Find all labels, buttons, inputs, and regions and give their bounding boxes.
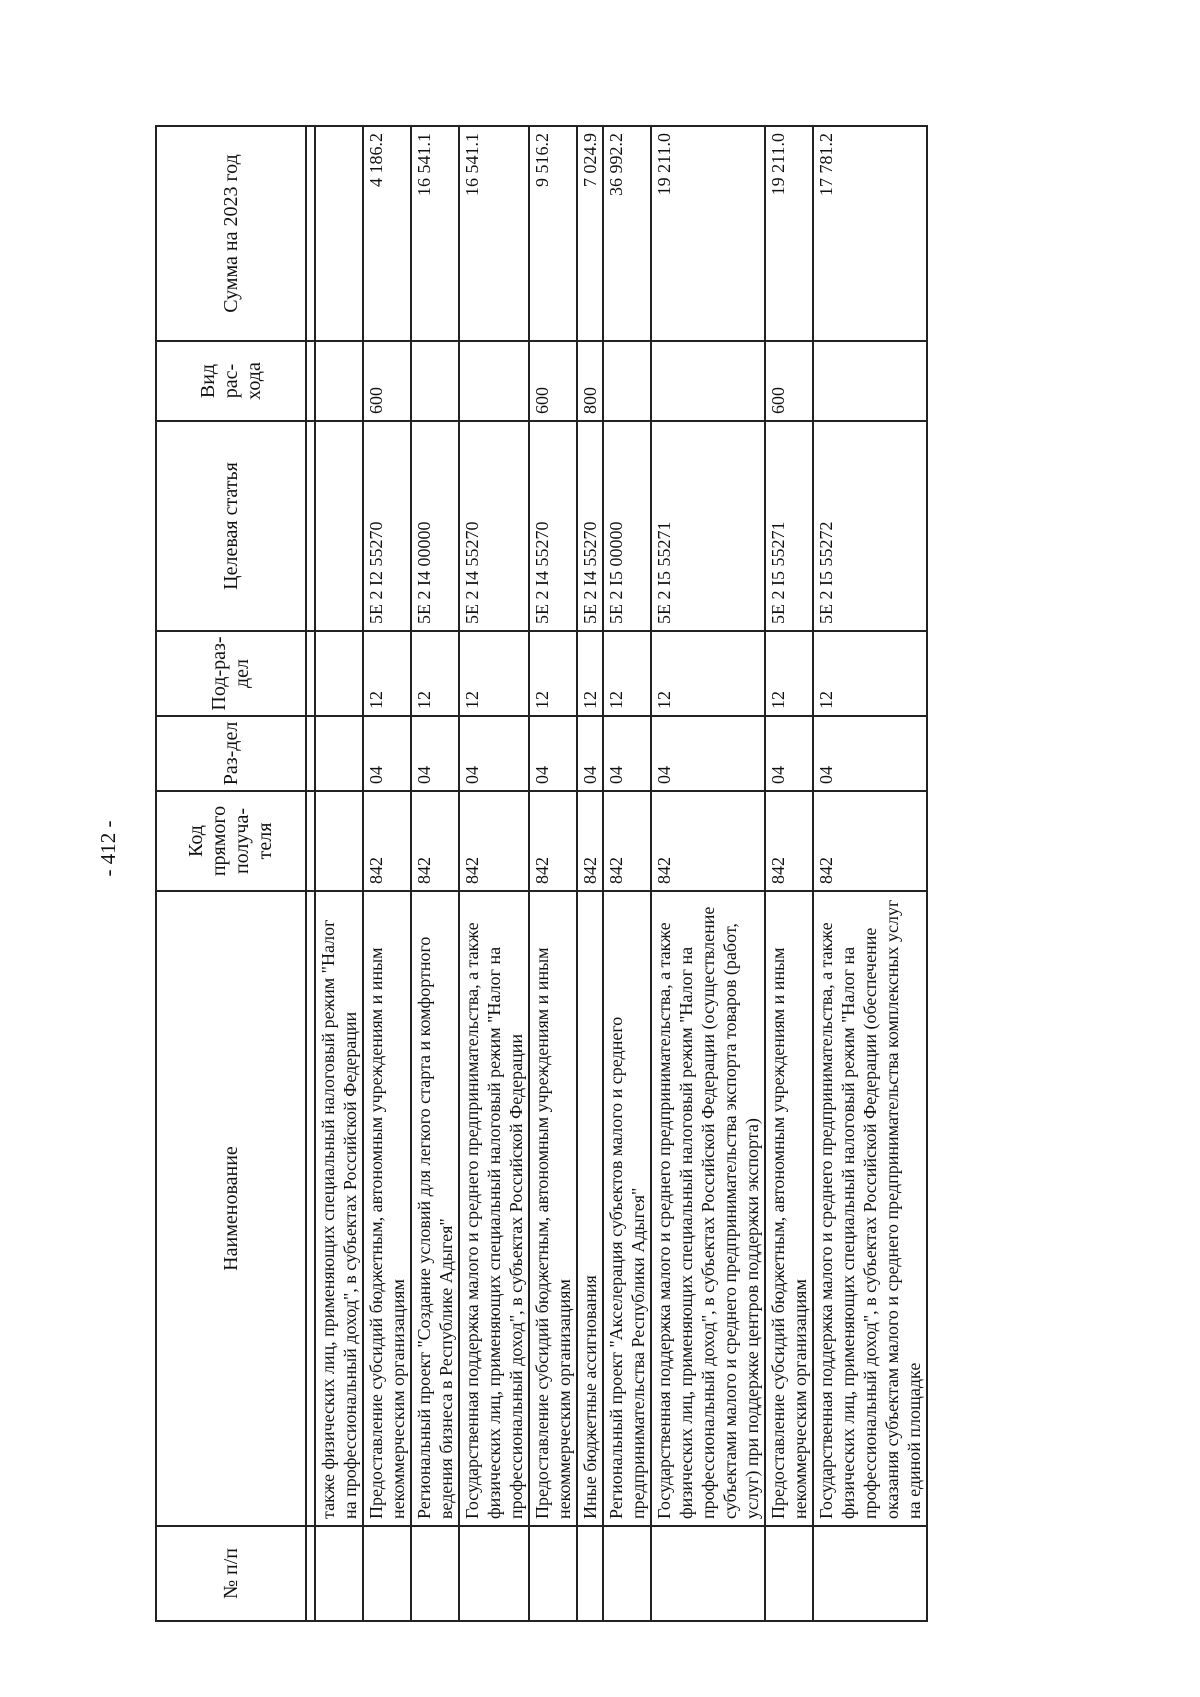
header-name: Наименование (156, 891, 306, 1526)
cell-num (363, 1526, 411, 1621)
cell-expense: 600 (529, 341, 577, 421)
cell-expense (813, 341, 927, 421)
cell-target: 5Е 2 I4 00000 (411, 421, 459, 631)
cell-num (813, 1526, 927, 1621)
cell-subsection: 12 (577, 631, 603, 716)
cell-name: Государственная поддержка малого и среднего предпринимательства, а также физических лиц, применяющих специальный налоговый режим "Налог на профессиональный доход", в субъектах Российской Федерации (осуществление субъектами малого и среднего предпринимательства экспорта товаров (работ, услуг) при поддержке центров поддержки экспорта) (651, 891, 765, 1526)
cell-recipient: 842 (813, 791, 927, 891)
cell-sum: 16 541.1 (459, 126, 529, 341)
cell-num (529, 1526, 577, 1621)
cell-section: 04 (363, 716, 411, 791)
cell-target: 5Е 2 I5 55271 (651, 421, 765, 631)
cell-recipient: 842 (603, 791, 651, 891)
cell-section: 04 (765, 716, 813, 791)
cell-num (411, 1526, 459, 1621)
cell-num (459, 1526, 529, 1621)
cell-name: Государственная поддержка малого и среднего предпринимательства, а также физических лиц, применяющих специальный налоговый режим "Налог на профессиональный доход", в субъектах Российской Федерации (обеспечение оказания субъектам малого и среднего предпринимательства комплексных услуг на единой площадке (813, 891, 927, 1526)
cell-target: 5Е 2 I5 55272 (813, 421, 927, 631)
cell-section: 04 (529, 716, 577, 791)
cell-sum: 19 211.0 (765, 126, 813, 341)
cell-num (577, 1526, 603, 1621)
cell-expense: 600 (765, 341, 813, 421)
cell-subsection: 12 (529, 631, 577, 716)
cell-name: Государственная поддержка малого и среднего предпринимательства, а также физических лиц, применяющих специальный налоговый режим "Налог на профессиональный доход", в субъектах Российской Федерации (459, 891, 529, 1526)
cell-target: 5Е 2 I4 55270 (577, 421, 603, 631)
cell-expense (411, 341, 459, 421)
cell-subsection: 12 (765, 631, 813, 716)
cell-section: 04 (603, 716, 651, 791)
header-recipient: Код прямого получа-теля (156, 791, 306, 891)
cell-recipient: 842 (529, 791, 577, 891)
cell-recipient (315, 791, 363, 891)
table-row (813, 126, 927, 1621)
cell-sum: 9 516.2 (529, 126, 577, 341)
cell-sum: 19 211.0 (651, 126, 765, 341)
cell-num (651, 1526, 765, 1621)
header-target: Целевая статья (156, 421, 306, 631)
cell-subsection: 12 (813, 631, 927, 716)
cell-subsection: 12 (651, 631, 765, 716)
cell-sum: 4 186.2 (363, 126, 411, 341)
cell-sum (315, 126, 363, 341)
cell-target: 5Е 2 I4 55270 (529, 421, 577, 631)
budget-table (155, 125, 928, 1622)
cell-section: 04 (577, 716, 603, 791)
header-section: Раз-дел (156, 716, 306, 791)
cell-section: 04 (459, 716, 529, 791)
table-row (651, 126, 765, 1621)
table-row (411, 126, 459, 1621)
cell-subsection: 12 (363, 631, 411, 716)
cell-section (315, 716, 363, 791)
cell-sum: 16 541.1 (411, 126, 459, 341)
cell-subsection: 12 (411, 631, 459, 716)
cell-section: 04 (411, 716, 459, 791)
cell-expense: 800 (577, 341, 603, 421)
header-sum: Сумма на 2023 год (156, 126, 306, 341)
table-row (577, 126, 603, 1621)
cell-name: Предоставление субсидий бюджетным, автономным учреждениям и иным некоммерческим организациям (363, 891, 411, 1526)
cell-name: Предоставление субсидий бюджетным, автономным учреждениям и иным некоммерческим организациям (765, 891, 813, 1526)
header-expense: Вид рас-хода (156, 341, 306, 421)
cell-expense (651, 341, 765, 421)
table-row (315, 126, 363, 1621)
cell-target: 5Е 2 I5 00000 (603, 421, 651, 631)
page-number: - 412 - (96, 820, 120, 877)
cell-recipient: 842 (577, 791, 603, 891)
cell-name: Иные бюджетные ассигнования (577, 891, 603, 1526)
table-row (529, 126, 577, 1621)
cell-recipient: 842 (459, 791, 529, 891)
table-row (459, 126, 529, 1621)
cell-name: Региональный проект "Акселерация субъектов малого и среднего предпринимательства Республики Адыгея" (603, 891, 651, 1526)
cell-target (315, 421, 363, 631)
cell-subsection: 12 (603, 631, 651, 716)
table-body (306, 126, 927, 1621)
cell-expense (315, 341, 363, 421)
cell-name: Региональный проект "Создание условий для легкого старта и комфортного ведения бизнеса в Республике Адыгея" (411, 891, 459, 1526)
header-subsection: Под-раз-дел (156, 631, 306, 716)
cell-expense (603, 341, 651, 421)
cell-section: 04 (651, 716, 765, 791)
cell-section: 04 (813, 716, 927, 791)
cell-recipient: 842 (363, 791, 411, 891)
table-header (156, 126, 306, 1621)
cell-target: 5Е 2 I4 55270 (459, 421, 529, 631)
separator-row (306, 126, 315, 1621)
cell-subsection: 12 (459, 631, 529, 716)
cell-sum: 7 024.9 (577, 126, 603, 341)
cell-recipient: 842 (651, 791, 765, 891)
table-row (765, 126, 813, 1621)
cell-name: также физических лиц, применяющих специальный налоговый режим "Налог на профессиональный доход", в субъектах Российской Федерации (315, 891, 363, 1526)
cell-expense (459, 341, 529, 421)
header-num: № п/п (156, 1526, 306, 1621)
cell-num (315, 1526, 363, 1621)
cell-sum: 17 781.2 (813, 126, 927, 341)
cell-subsection (315, 631, 363, 716)
cell-target: 5Е 2 I5 55271 (765, 421, 813, 631)
cell-num (603, 1526, 651, 1621)
cell-name: Предоставление субсидий бюджетным, автономным учреждениям и иным некоммерческим организациям (529, 891, 577, 1526)
cell-num (765, 1526, 813, 1621)
cell-expense: 600 (363, 341, 411, 421)
cell-recipient: 842 (411, 791, 459, 891)
table-row (363, 126, 411, 1621)
cell-sum: 36 992.2 (603, 126, 651, 341)
cell-target: 5Е 2 I2 55270 (363, 421, 411, 631)
table-row (603, 126, 651, 1621)
cell-recipient: 842 (765, 791, 813, 891)
